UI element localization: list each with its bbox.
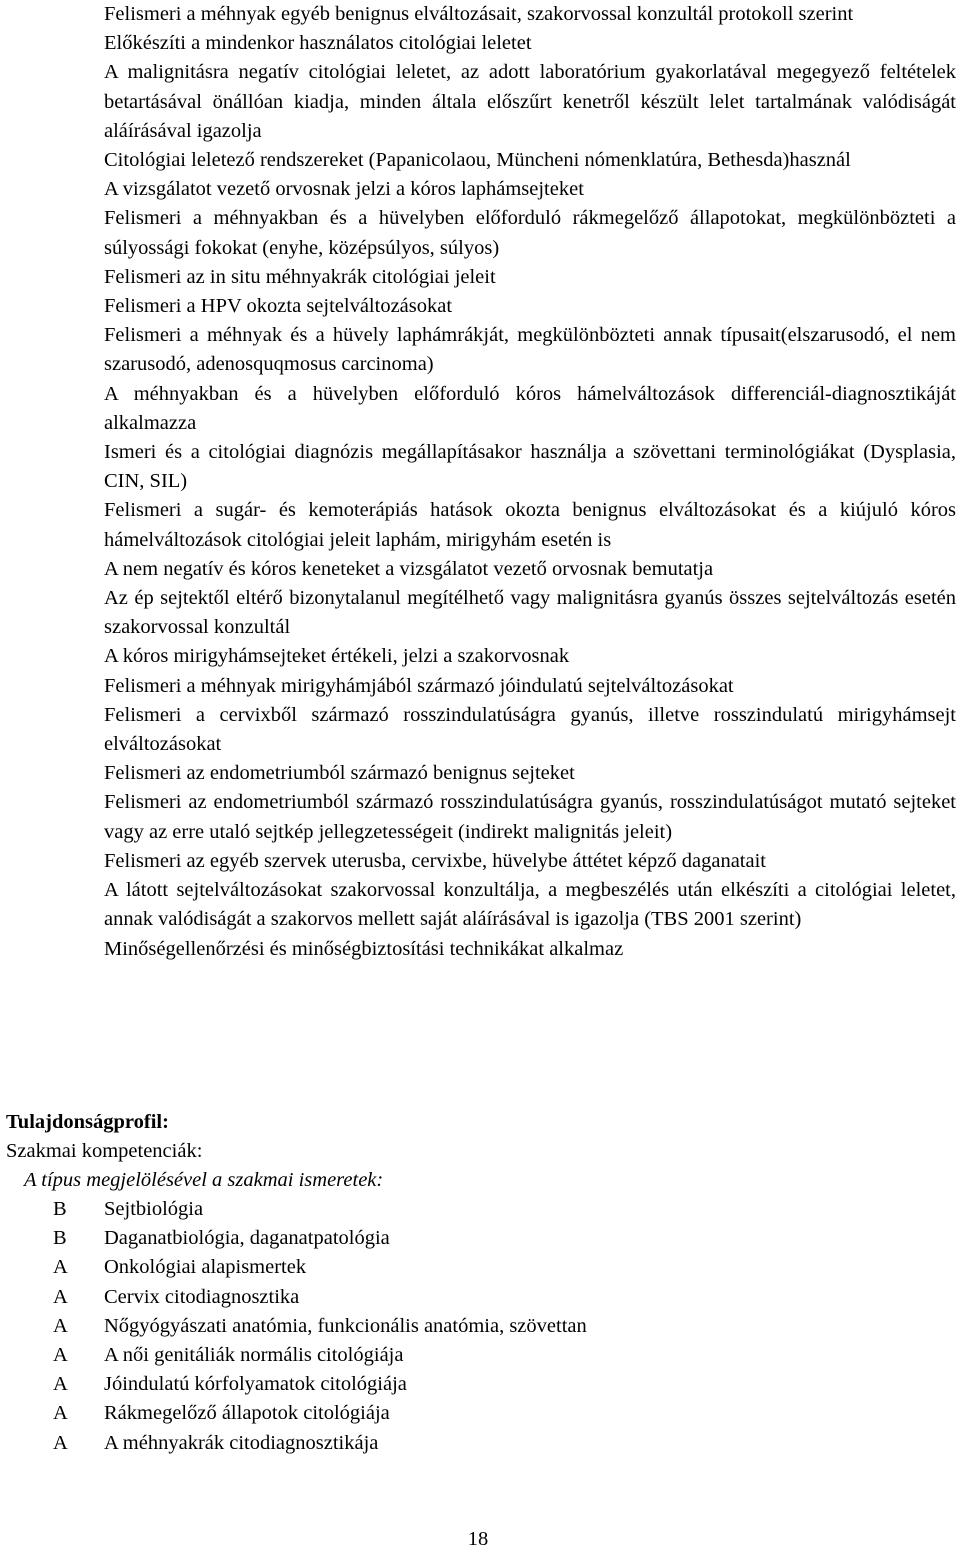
knowledge-label: Nőgyógyászati anatómia, funkcionális anatómia, szövettan — [104, 1314, 587, 1337]
competency-item: Felismeri a méhnyakban és a hüvelyben előforduló rákmegelőző állapotokat, megkülönbözteti a súlyossági fokokat (enyhe, középsúlyos, súlyos) — [104, 207, 956, 259]
competency-item: Az ép sejtektől eltérő bizonytalanul megítélhető vagy malignitásra gyanús összes sejtelváltozás esetén szakorvossal konzultál — [104, 587, 956, 639]
competency-item: Felismeri a HPV okozta sejtelváltozásokat — [104, 295, 453, 318]
knowledge-label: Onkológiai alapismertek — [104, 1256, 307, 1279]
knowledge-label: Cervix citodiagnosztika — [104, 1285, 300, 1308]
knowledge-type: A — [53, 1373, 68, 1396]
competency-item: Felismeri a cervixből származó rosszindulatúságra gyanús, illetve rosszindulatú mirigyhámsejt elváltozásokat — [104, 703, 956, 756]
knowledge-label: Jóindulatú kórfolyamatok citológiája — [104, 1373, 407, 1396]
knowledge-type: A — [53, 1402, 68, 1425]
knowledge-type: A — [53, 1344, 68, 1367]
knowledge-item — [6, 1370, 906, 1399]
competency-list — [104, 0, 956, 964]
competency-item: Felismeri az endometriumból származó rosszindulatúságra gyanús, rosszindulatúságot mutató sejteket vagy az erre utaló sejtkép jellegzetességeit (indirekt malignitás jeleit) — [104, 791, 956, 843]
knowledge-type: A — [53, 1314, 68, 1337]
knowledge-type: A — [53, 1431, 68, 1454]
competency-item: A malignitásra negatív citológiai leletet, az adott laboratórium gyakorlatával megegyező feltételek betartásával önállóan kiadja, minden általa előszűrt kenetről készült lelet tartalmának valódiságát aláírásával igazolja — [104, 61, 956, 142]
competency-item: A vizsgálatot vezető orvosnak jelzi a kóros laphámsejteket — [104, 178, 584, 201]
knowledge-label: A méhnyakrák citodiagnosztikája — [104, 1431, 379, 1454]
competency-item: Minőségellenőrzési és minőségbiztosítási technikákat alkalmaz — [104, 937, 624, 960]
competency-item: A méhnyakban és a hüvelyben előforduló kóros hámelváltozások differenciál-diagnosztikáját alkalmazza — [104, 382, 956, 434]
competency-item: A nem negatív és kóros keneteket a vizsgálatot vezető orvosnak bemutatja — [104, 557, 714, 580]
competency-item: Előkészíti a mindenkor használatos citológiai leletet — [104, 32, 532, 55]
knowledge-type: B — [53, 1198, 67, 1220]
knowledge-type: A — [53, 1256, 68, 1279]
page-number: 18 — [467, 1528, 489, 1550]
competency-item: A látott sejtelváltozásokat szakorvossal konzultálja, a megbeszélés után elkészíti a citológiai leletet, annak valódiságát a szakorvos mellett saját aláírásával is igazolja (TBS 2001 szerint) — [104, 879, 956, 931]
knowledge-item — [6, 1253, 906, 1282]
competency-item: Felismeri az endometriumból származó benignus sejteket — [104, 762, 575, 785]
section-subheading: Szakmai kompetenciák: — [6, 1140, 203, 1162]
knowledge-item — [6, 1283, 906, 1312]
competency-item: Felismeri a sugár- és kemoterápiás hatások okozta benignus elváltozásokat és a kiújuló kóros hámelváltozások citológiai jeleit laphám, mirigyhám esetén is — [104, 499, 956, 551]
knowledge-item — [6, 1224, 906, 1253]
knowledge-label: A női genitáliák normális citológiája — [104, 1344, 404, 1367]
section-heading: Tulajdonságprofil: — [6, 1111, 169, 1133]
competency-item: A kóros mirigyhámsejteket értékeli, jelzi a szakorvosnak — [104, 645, 570, 668]
competency-item: Felismeri a méhnyak mirigyhámjából származó jóindulatú sejtelváltozásokat — [104, 674, 734, 697]
knowledge-type: A — [53, 1285, 68, 1308]
knowledge-item — [6, 1312, 906, 1341]
knowledge-label: Daganatbiológia, daganatpatológia — [104, 1227, 390, 1250]
knowledge-item — [6, 1429, 906, 1458]
competency-item: Felismeri az egyéb szervek uterusba, cervixbe, hüvelybe áttétet képző daganatait — [104, 849, 766, 872]
knowledge-intro: A típus megjelölésével a szakmai ismeretek: — [24, 1169, 384, 1191]
competency-item: Ismeri és a citológiai diagnózis megállapításakor használja a szövettani terminológiákat (Dysplasia, CIN, SIL) — [104, 441, 956, 493]
knowledge-label: Rákmegelőző állapotok citológiája — [104, 1402, 390, 1425]
competency-item: Felismeri a méhnyak egyéb benignus elváltozásait, szakorvossal konzultál protokoll szerint — [104, 3, 854, 25]
competency-item: Felismeri a méhnyak és a hüvely laphámrákját, megkülönbözteti annak típusait(elszarusodó, el nem szarusodó, adenosquqmosus carcinoma) — [104, 324, 956, 376]
knowledge-type: B — [53, 1227, 67, 1250]
knowledge-label: Sejtbiológia — [104, 1198, 204, 1220]
competency-item: Citológiai leletező rendszereket (Papanicolaou, Müncheni nómenklatúra, Bethesda)használ — [104, 149, 851, 172]
knowledge-item — [6, 1341, 906, 1370]
knowledge-item — [6, 1195, 906, 1224]
competency-item: Felismeri az in situ méhnyakrák citológiai jeleit — [104, 265, 496, 288]
knowledge-item — [6, 1399, 906, 1428]
knowledge-list — [6, 1195, 906, 1458]
property-profile-section — [6, 1107, 906, 1458]
